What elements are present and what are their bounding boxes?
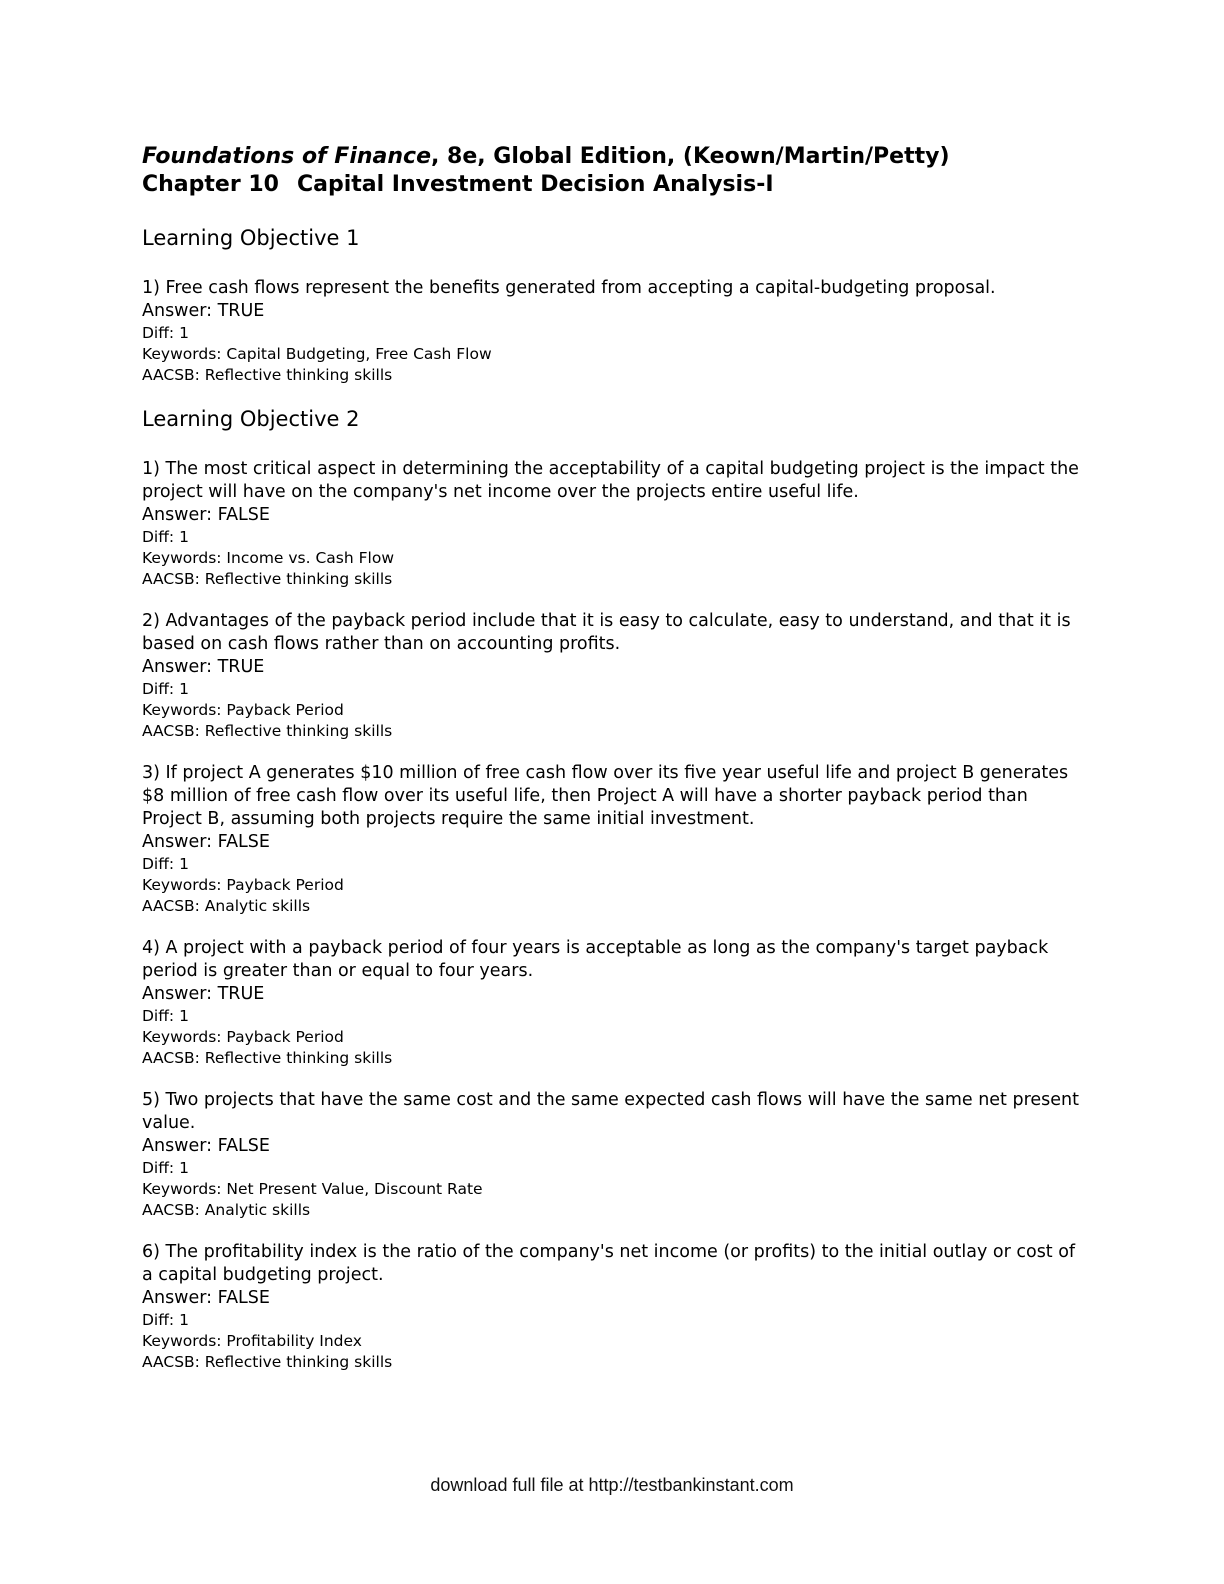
question-text: 3) If project A generates $10 million of free cash flow over its five year useful life and project B generates $8 million of free cash flow over its useful life, then Project A will have a shorter payback period than Project B, assuming both projects require the same initial investment. [142,763,1069,829]
question-aacsb: AACSB: Reflective thinking skills [142,1353,393,1371]
question-diff: Diff: 1 [142,1159,189,1177]
question-answer: Answer: TRUE [142,984,265,1004]
question-keywords: Keywords: Capital Budgeting, Free Cash Flow [142,345,492,363]
question-answer: Answer: FALSE [142,1288,270,1308]
footer-download-note: download full file at http://testbankinstant.com [430,1475,794,1495]
question-diff: Diff: 1 [142,1007,189,1025]
question-aacsb: AACSB: Analytic skills [142,1201,311,1219]
question-lo2-6 [142,1241,1082,1373]
question-diff: Diff: 1 [142,1311,189,1329]
question-answer: Answer: FALSE [142,1136,270,1156]
question-aacsb: AACSB: Analytic skills [142,897,311,915]
question-diff: Diff: 1 [142,855,189,873]
book-title: Foundations of Finance [142,144,431,169]
question-answer: Answer: FALSE [142,505,270,525]
question-text: 2) Advantages of the payback period include that it is easy to calculate, easy to understand, and that it is based on cash flows rather than on accounting profits. [142,611,1071,654]
chapter-label: Chapter 10 [142,172,279,197]
question-aacsb: AACSB: Reflective thinking skills [142,570,393,588]
question-diff: Diff: 1 [142,324,189,342]
question-diff: Diff: 1 [142,680,189,698]
question-answer: Answer: TRUE [142,301,265,321]
edition-authors: , 8e, Global Edition, (Keown/Martin/Petty) [431,144,950,169]
question-text: 1) The most critical aspect in determining the acceptability of a capital budgeting project is the impact the project will have on the company's net income over the projects entire useful life. [142,459,1079,502]
document-page [142,143,1082,1373]
question-lo2-3 [142,762,1082,917]
question-lo2-5 [142,1089,1082,1221]
section-heading-lo2: Learning Objective 2 [142,407,360,431]
question-aacsb: AACSB: Reflective thinking skills [142,722,393,740]
question-answer: Answer: FALSE [142,832,270,852]
question-answer: Answer: TRUE [142,657,265,677]
section-heading-lo1: Learning Objective 1 [142,226,360,250]
question-lo2-2 [142,610,1082,742]
chapter-title-line [142,171,1082,199]
question-text: 4) A project with a payback period of four years is acceptable as long as the company's target payback period is greater than or equal to four years. [142,938,1049,981]
question-keywords: Keywords: Payback Period [142,876,344,894]
question-keywords: Keywords: Payback Period [142,701,344,719]
question-aacsb: AACSB: Reflective thinking skills [142,1049,393,1067]
question-text: 5) Two projects that have the same cost and the same expected cash flows will have the same net present value. [142,1090,1079,1133]
question-keywords: Keywords: Net Present Value, Discount Rate [142,1180,483,1198]
chapter-title: Capital Investment Decision Analysis-I [296,172,774,197]
question-lo2-1 [142,458,1082,590]
question-lo1-1 [142,277,1082,386]
question-diff: Diff: 1 [142,528,189,546]
question-lo2-4 [142,937,1082,1069]
question-text: 6) The profitability index is the ratio of the company's net income (or profits) to the initial outlay or cost of a capital budgeting project. [142,1242,1076,1285]
question-keywords: Keywords: Profitability Index [142,1332,362,1350]
question-aacsb: AACSB: Reflective thinking skills [142,366,393,384]
book-title-line [142,143,1082,171]
question-keywords: Keywords: Payback Period [142,1028,344,1046]
question-text: 1) Free cash flows represent the benefits generated from accepting a capital-budgeting proposal. [142,278,996,298]
question-keywords: Keywords: Income vs. Cash Flow [142,549,395,567]
